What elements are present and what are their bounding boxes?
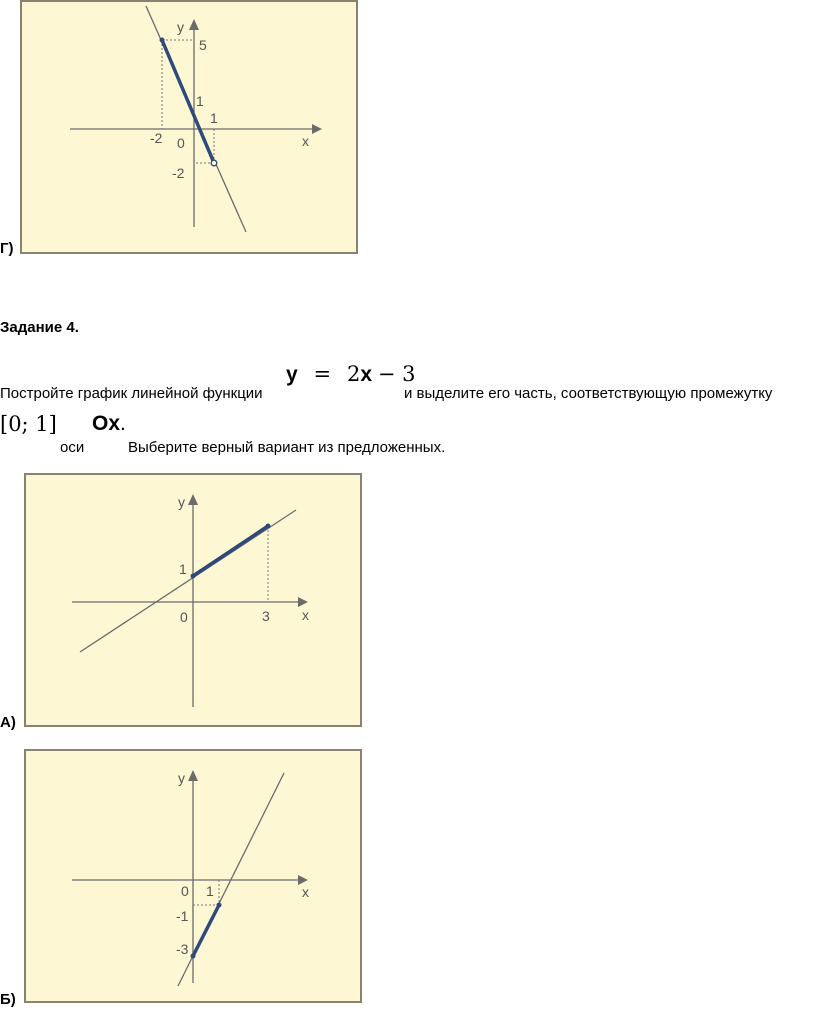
interval: [0; 1] <box>0 412 57 436</box>
segment-end-point <box>217 903 222 908</box>
y-tick-neg2: -2 <box>172 165 185 181</box>
task-text-after-formula: и выделите его часть, соответствующую промежутку <box>404 385 773 402</box>
axis-word: оси <box>60 439 85 456</box>
x-tick-neg2: -2 <box>150 130 163 146</box>
formula-tail: − 3 <box>377 362 416 386</box>
x-tick-1: 1 <box>210 110 218 126</box>
origin-label: 0 <box>181 883 189 899</box>
origin-label: 0 <box>177 135 185 151</box>
segment-start-point <box>191 954 196 959</box>
x-tick-3: 3 <box>262 608 270 624</box>
highlighted-segment <box>162 40 214 163</box>
y-tick-1: 1 <box>196 93 204 109</box>
option-a-plot <box>26 475 360 725</box>
option-a-label: А) <box>0 714 16 731</box>
origin-label: 0 <box>180 609 188 625</box>
x-axis-arrow-icon <box>298 597 308 607</box>
function-line <box>80 510 296 652</box>
task-heading: Задание 4. <box>0 319 79 336</box>
formula-equals: = <box>313 362 332 386</box>
option-b-graph[interactable] <box>24 749 362 1003</box>
highlighted-segment <box>193 526 268 576</box>
x-axis-label: x <box>302 607 309 623</box>
x-axis-arrow-icon <box>312 124 322 134</box>
y-axis-label: y <box>178 494 185 510</box>
option-g-graph[interactable] <box>20 0 358 254</box>
formula-y: y <box>286 363 298 386</box>
segment-start-point <box>191 574 196 579</box>
y-axis-label: y <box>177 19 184 35</box>
y-axis-arrow-icon <box>189 19 199 30</box>
formula-x: x <box>360 363 373 386</box>
y-axis-arrow-icon <box>188 494 198 505</box>
y-axis-label: y <box>178 770 185 786</box>
x-axis-label: x <box>302 884 309 900</box>
y-tick-5: 5 <box>199 37 207 53</box>
option-a-graph[interactable] <box>24 473 362 727</box>
segment-end-point <box>211 160 217 166</box>
x-axis-label: x <box>302 133 309 149</box>
axis-name: Ox. <box>92 412 126 435</box>
x-tick-1: 1 <box>206 883 214 899</box>
y-tick-neg3: -3 <box>176 941 189 957</box>
y-tick-1: 1 <box>179 561 187 577</box>
highlighted-segment <box>193 905 219 956</box>
task-text-before-formula: Постройте график линейной функции <box>0 385 263 402</box>
formula-coef: 2 <box>346 362 361 386</box>
option-b-label: Б) <box>0 991 16 1008</box>
segment-start-point <box>160 38 165 43</box>
option-b-plot <box>26 751 360 1001</box>
option-g-label: Г) <box>0 240 14 257</box>
formula <box>286 362 416 387</box>
instruction-text: Выберите верный вариант из предложенных. <box>128 439 446 456</box>
segment-end-point <box>266 524 271 529</box>
y-axis-arrow-icon <box>188 770 198 781</box>
option-g-plot <box>22 2 356 252</box>
y-tick-neg1: -1 <box>176 908 189 924</box>
